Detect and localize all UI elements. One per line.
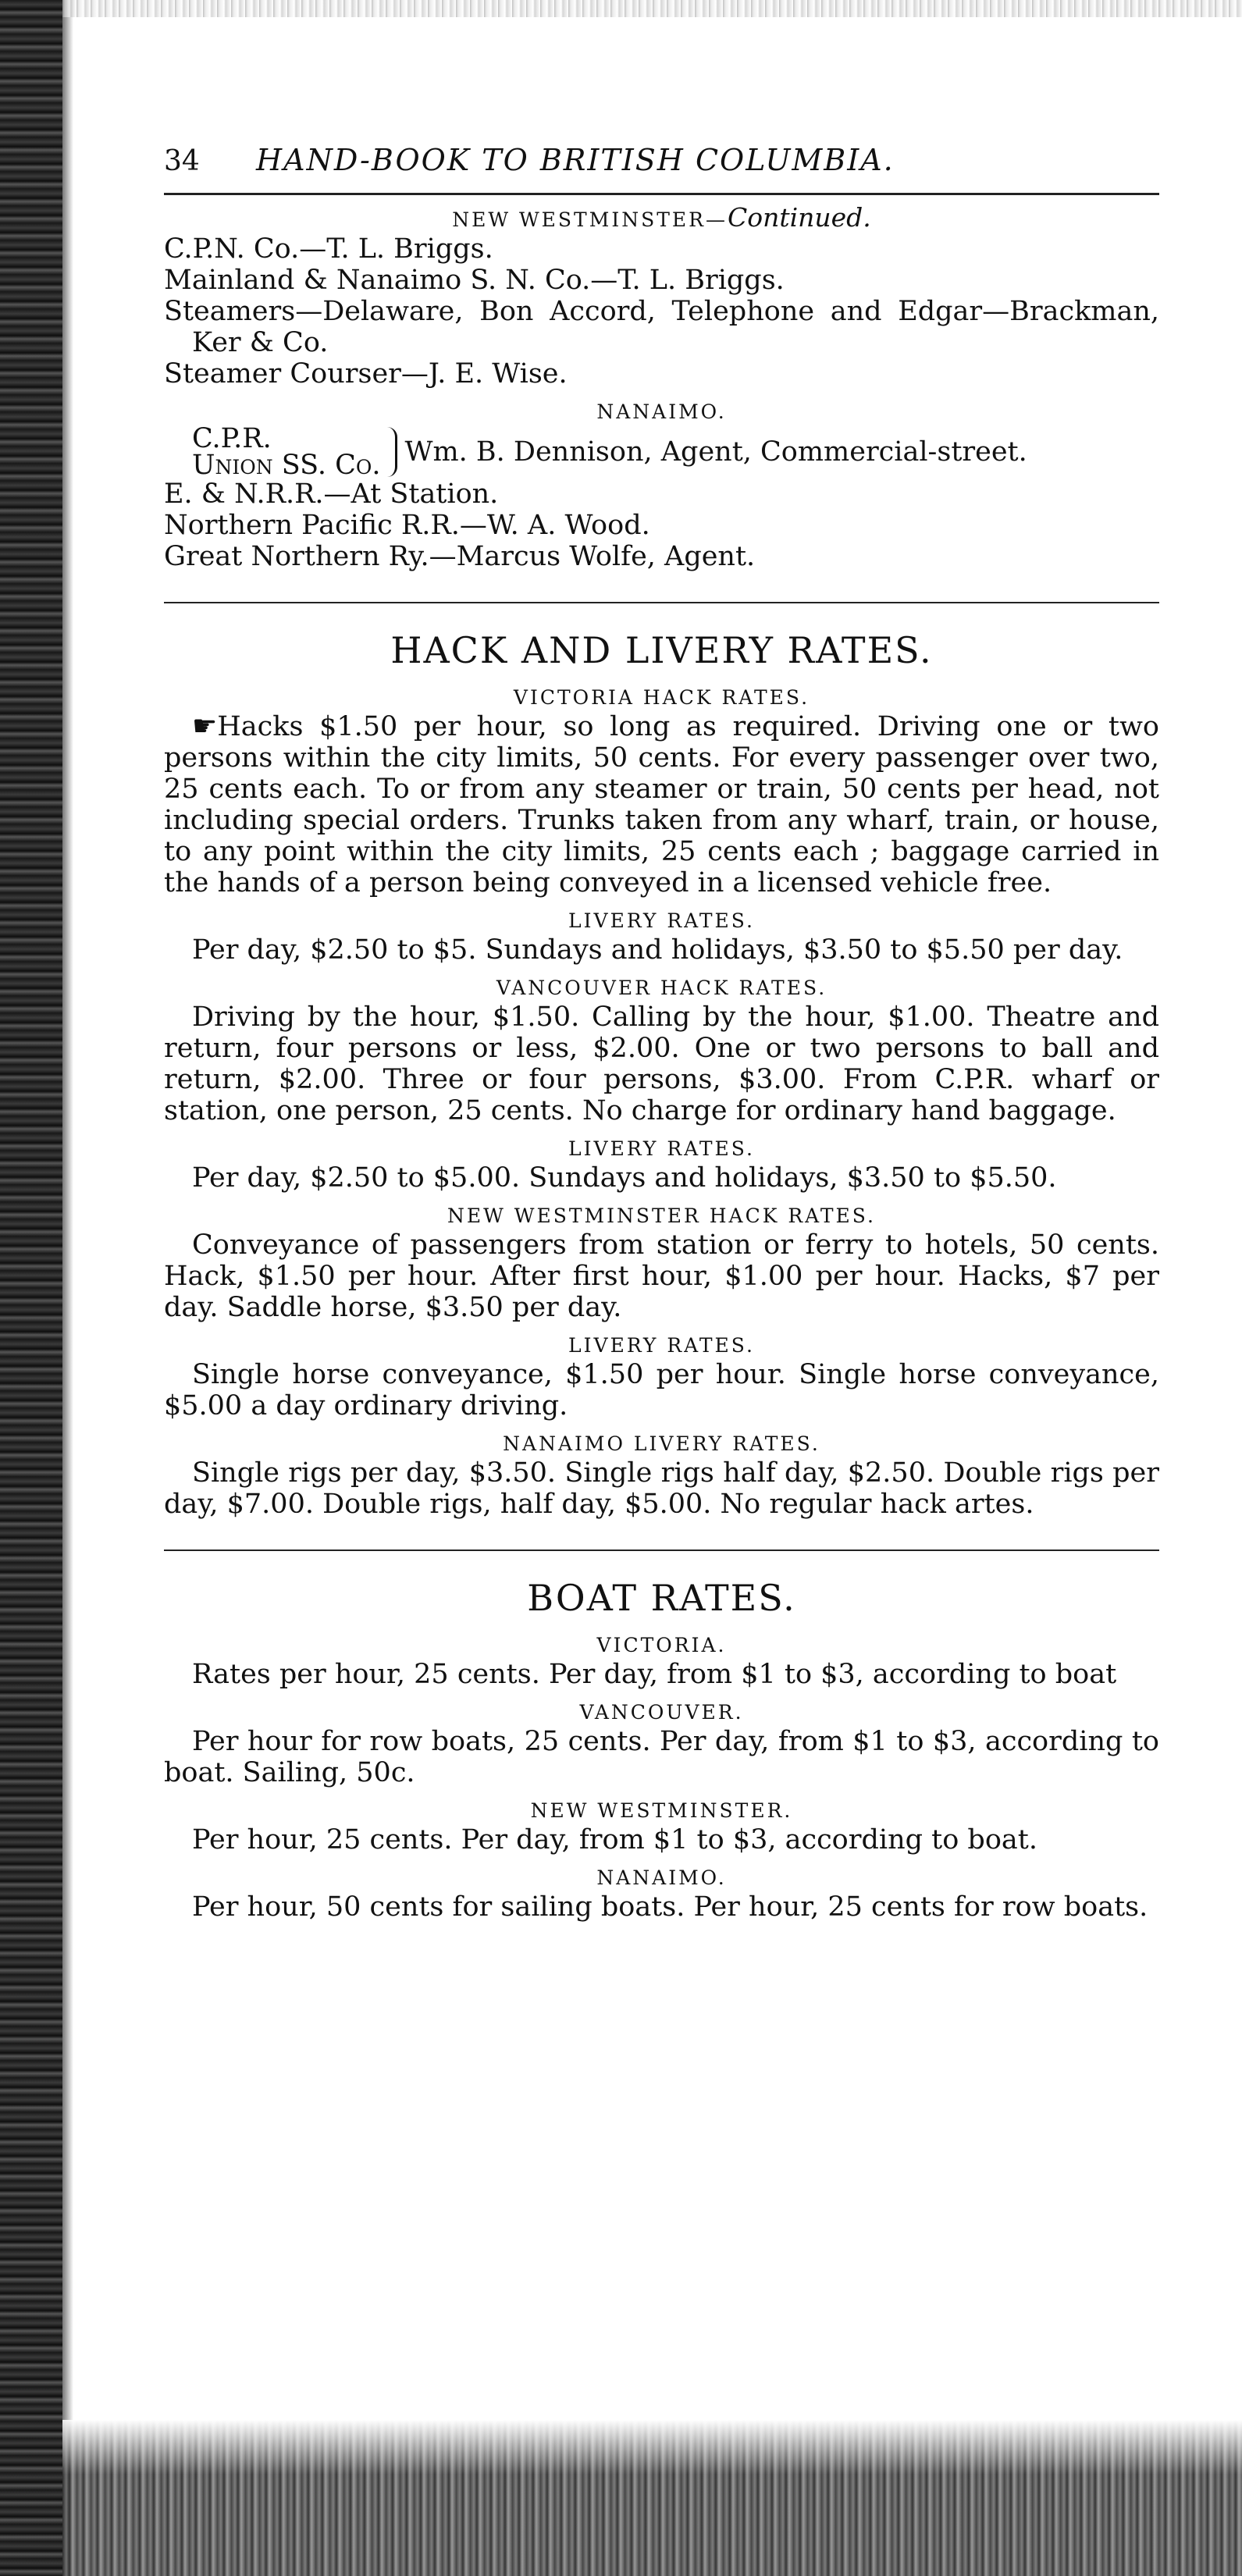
livery-heading: LIVERY RATES. <box>568 909 755 932</box>
book-binding-edge <box>0 0 62 2576</box>
running-head: HAND-BOOK TO BRITISH COLUMBIA. <box>256 143 895 177</box>
page-content <box>164 144 1159 1923</box>
agents-new-westminster-label: NEW WESTMINSTER— <box>452 208 728 231</box>
brace-agent-group <box>164 425 1159 479</box>
new-westminster-boat-text: Per hour, 25 cents. Per day, from $1 to $3, according to boat. <box>192 1824 1037 1856</box>
agent-line: Steamer Courser—J. E. Wise. <box>164 358 568 390</box>
brace-agent: Wm. B. Dennison, Agent, Commercial-street. <box>404 436 1027 468</box>
page-header <box>164 144 1159 193</box>
page-bottom-edge <box>62 2420 1242 2576</box>
boat-section-title: BOAT RATES. <box>527 1577 796 1619</box>
vancouver-livery-text: Per day, $2.50 to $5.00. Sundays and holidays, $3.50 to $5.50. <box>192 1162 1057 1194</box>
agent-line: Northern Pacific R.R.—W. A. Wood. <box>164 510 650 541</box>
new-westminster-hack-text: Conveyance of passengers from station or ferry to hotels, 50 cents. Hack, $1.50 per hour. After first hour, $1.00 per hour. Hacks, $7 per day. Saddle horse, $3.50 per day. <box>164 1229 1159 1323</box>
vancouver-boat-heading: VANCOUVER. <box>579 1701 744 1724</box>
page-top-edge <box>62 0 1242 17</box>
agent-line: E. & N.R.R.—At Station. <box>164 479 499 510</box>
nanaimo-boat-text: Per hour, 50 cents for sailing boats. Per hour, 25 cents for row boats. <box>192 1891 1148 1923</box>
section-divider <box>164 602 1159 603</box>
agent-line: Steamers—Delaware, Bon Accord, Telephone and Edgar—Brackman, Ker & Co. <box>164 296 1159 358</box>
agents-nanaimo-heading: NANAIMO. <box>596 400 727 423</box>
livery-heading: LIVERY RATES. <box>568 1334 755 1357</box>
victoria-boat-text: Rates per hour, 25 cents. Per day, from $1 to $3, according to boat <box>192 1659 1117 1690</box>
section-divider <box>164 1550 1159 1551</box>
agent-line: Great Northern Ry.—Marcus Wolfe, Agent. <box>164 541 756 572</box>
brace-name: Union SS. Co. <box>192 450 381 481</box>
brace-symbol <box>387 427 397 477</box>
victoria-hack-heading: VICTORIA HACK RATES. <box>513 686 810 709</box>
nanaimo-livery-text: Single rigs per day, $3.50. Single rigs half day, $2.50. Double rigs per day, $7.00. Double rigs, half day, $5.00. No regular hack artes. <box>164 1457 1159 1520</box>
vancouver-boat-text: Per hour for row boats, 25 cents. Per day, from $1 to $3, according to boat. Sailing, 50c. <box>164 1726 1159 1788</box>
vancouver-hack-text: Driving by the hour, $1.50. Calling by the hour, $1.00. Theatre and return, four persons or less, $2.00. One or two persons to ball and return, $2.00. Three or four persons, $3.00. From C.P.R. wharf or station, one person, 25 cents. No charge for ordinary hand baggage. <box>164 1002 1159 1126</box>
livery-heading: LIVERY RATES. <box>568 1137 755 1160</box>
agents-new-westminster-heading <box>164 202 1159 233</box>
agents-continued-label: Continued. <box>727 202 871 233</box>
victoria-hack-body: Hacks $1.50 per hour, so long as required. Driving one or two persons within the city limits, 50 cents. For every passenger over two, 25 cents each. To or from any steamer or train, 50 cents per head, not including special orders. Trunks taken from any wharf, train, or house, to any point within the city limits, 25 cents each ; baggage carried in the hands of a person being conveyed in a licensed vehicle free. <box>164 711 1159 898</box>
page-number: 34 <box>164 145 200 177</box>
victoria-boat-heading: VICTORIA. <box>596 1634 727 1656</box>
hack-section-title: HACK AND LIVERY RATES. <box>390 629 933 671</box>
agent-line: C.P.N. Co.—T. L. Briggs. <box>164 233 493 265</box>
nanaimo-livery-heading: NANAIMO LIVERY RATES. <box>503 1432 820 1455</box>
header-rule <box>164 193 1159 195</box>
new-westminster-boat-heading: NEW WESTMINSTER. <box>530 1799 793 1822</box>
pointing-hand-icon: ☛ <box>192 710 218 742</box>
nanaimo-boat-heading: NANAIMO. <box>596 1866 727 1889</box>
vancouver-hack-heading: VANCOUVER HACK RATES. <box>496 977 827 999</box>
new-westminster-hack-heading: NEW WESTMINSTER HACK RATES. <box>447 1204 876 1227</box>
brace-name: C.P.R. <box>192 423 272 454</box>
agent-line: Mainland & Nanaimo S. N. Co.—T. L. Briggs. <box>164 265 785 296</box>
brace-names <box>192 425 381 479</box>
victoria-hack-text <box>164 711 1159 898</box>
victoria-livery-text: Per day, $2.50 to $5. Sundays and holidays, $3.50 to $5.50 per day. <box>192 934 1123 966</box>
new-westminster-livery-text: Single horse conveyance, $1.50 per hour. Single horse conveyance, $5.00 a day ordinary driving. <box>164 1359 1159 1421</box>
